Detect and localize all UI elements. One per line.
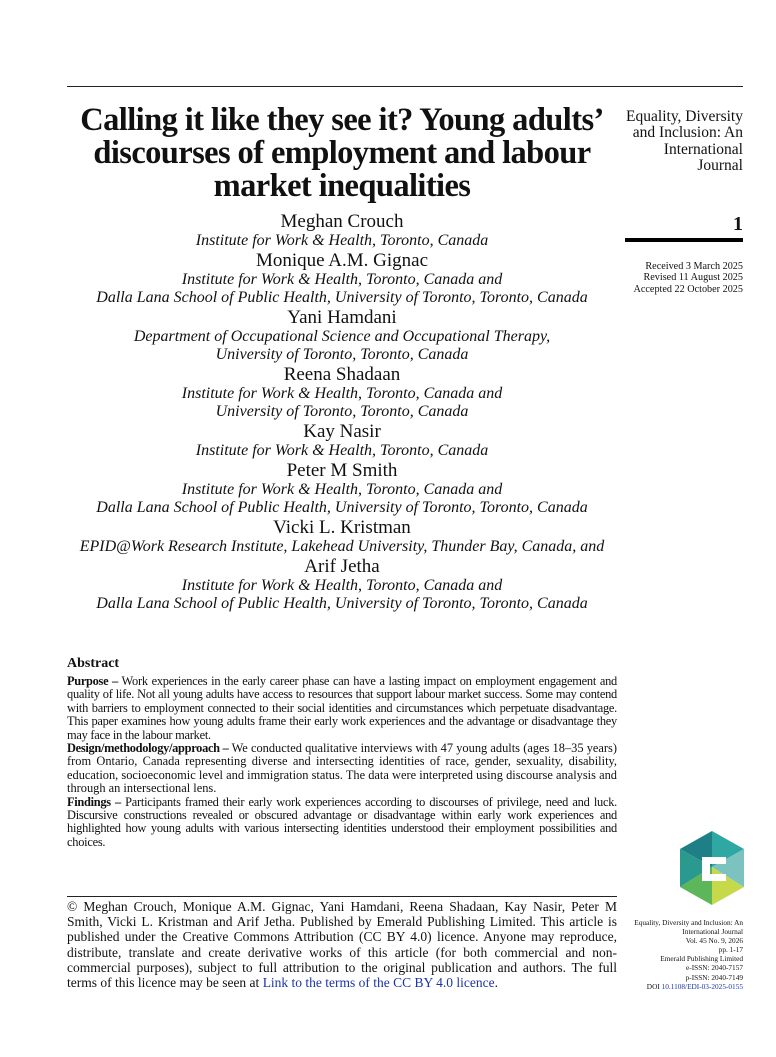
abstract-findings — [67, 796, 617, 850]
date-accepted: Accepted 22 October 2025 — [633, 283, 743, 295]
abstract-heading: Abstract — [67, 656, 120, 671]
author-affiliation: Institute for Work & Health, Toronto, Canada and — [181, 481, 503, 498]
pubinfo-line: International Journal — [682, 927, 743, 937]
doi-link[interactable]: 10.1108/EDI-03-2025-0155 — [661, 981, 743, 991]
doi-line — [600, 982, 743, 991]
author-affiliation: EPID@Work Research Institute, Lakehead University, Thunder Bay, Canada, and — [79, 538, 605, 555]
date-revised: Revised 11 August 2025 — [643, 272, 743, 284]
author-affiliation: Institute for Work & Health, Toronto, Canada and — [181, 577, 503, 594]
abstract-section-label: Purpose – — [67, 674, 118, 688]
emerald-logo-icon — [680, 831, 744, 905]
journal-sidebar — [623, 109, 743, 234]
pubinfo-line: pp. 1-17 — [718, 945, 743, 955]
author-affiliation: Institute for Work & Health, Toronto, Canada and — [181, 271, 503, 288]
author-list — [67, 211, 617, 613]
author-affiliation: Institute for Work & Health, Toronto, Canada — [195, 232, 489, 249]
author-block — [67, 556, 617, 613]
top-rule — [67, 86, 743, 87]
author-block — [67, 421, 617, 460]
abstract — [67, 656, 617, 849]
author-block — [67, 307, 617, 364]
date-received: Received 3 March 2025 — [645, 261, 743, 272]
pubinfo-line: p-ISSN: 2040-7149 — [685, 972, 743, 982]
author-block — [67, 364, 617, 421]
journal-name-line: International — [663, 140, 743, 158]
author-affiliation: Department of Occupational Science and Occupational Therapy, — [133, 328, 551, 345]
author-name: Meghan Crouch — [280, 211, 404, 232]
author-block — [67, 460, 617, 517]
abstract-section-label: Findings – — [67, 794, 121, 809]
license-notice — [67, 899, 617, 990]
author-affiliation: Dalla Lana School of Public Health, University of Toronto, Toronto, Canada — [96, 499, 588, 516]
abstract-section-text: Work experiences in the early career phase can have a lasting impact on employment engagement and quality of life. Not all young adults have access to resources that support labour market success. Some may contend with barriers to employment connected to their social identities and circumstances which perpetuate disadvantage. This paper examines how young adults frame their early work experiences and the advantage or disadvantage they may face in the labour market. — [67, 674, 617, 742]
footer-rule — [67, 896, 617, 897]
author-block — [67, 517, 617, 556]
journal-name-line: Journal — [697, 156, 743, 174]
abstract-purpose — [67, 675, 617, 742]
author-affiliation: University of Toronto, Toronto, Canada — [215, 346, 469, 363]
article-header — [67, 104, 617, 613]
sidebar-rule — [625, 238, 743, 242]
pubinfo-line: Equality, Diversity and Inclusion: An — [634, 918, 743, 927]
pubinfo-line: Vol. 45 No. 9, 2026 — [685, 936, 743, 946]
page-number: 1 — [733, 213, 743, 236]
license-link[interactable]: Link to the terms of the CC BY 4.0 licence — [262, 975, 495, 991]
journal-name-line: Equality, Diversity — [626, 108, 743, 125]
abstract-design — [67, 742, 617, 796]
abstract-section-label: Design/methodology/approach – — [67, 741, 229, 756]
article-dates — [600, 261, 743, 295]
pubinfo-line: e-ISSN: 2040-7157 — [686, 963, 743, 973]
abstract-section-text: We conducted qualitative interviews with 47 young adults (ages 18–35 years) from Ontario, Canada representing diverse and intersecting identities of race, gender, sexuality, disability, education, socioeconomic level and immigration status. The data were interpreted using discourse analysis and through an intersectional lens. — [67, 741, 618, 796]
author-affiliation: Dalla Lana School of Public Health, University of Toronto, Toronto, Canada — [96, 289, 588, 306]
author-name: Arif Jetha — [304, 556, 380, 577]
license-end: . — [494, 975, 499, 991]
author-name: Monique A.M. Gignac — [255, 250, 429, 271]
author-name: Kay Nasir — [303, 421, 381, 442]
author-affiliation: Institute for Work & Health, Toronto, Canada — [195, 442, 489, 459]
author-affiliation: University of Toronto, Toronto, Canada — [215, 403, 469, 420]
abstract-section-text: Participants framed their early work experiences according to discourses of privilege, need and luck. Discursive constructions revealed or obscured advantage or disadvantage within early work experiences and highlighted how young adults with various intersecting identities understood their employment possibilities and choices. — [67, 794, 617, 849]
article-title: Calling it like they see it? Young adults’ discourses of employment and labour market inequalities — [80, 102, 604, 204]
pubinfo-line: Emerald Publishing Limited — [660, 954, 743, 964]
license-text: © Meghan Crouch, Monique A.M. Gignac, Yani Hamdani, Reena Shadaan, Kay Nasir, Peter M Smith, Vicki L. Kristman and Arif Jetha. Published by Emerald Publishing Limited. This article is published under the Creative Commons Attribution (CC BY 4.0) licence. Anyone may reproduce, distribute, translate and create derivative works of this article (for both commercial and non-commercial purposes), subject to full attribution to the original publication and authors. The full terms of this licence may be seen at — [67, 899, 617, 991]
author-name: Peter M Smith — [286, 460, 398, 481]
author-block — [67, 211, 617, 250]
doi-label: DOI — [646, 981, 662, 991]
publication-info — [600, 918, 743, 991]
author-affiliation: Institute for Work & Health, Toronto, Canada and — [181, 385, 503, 402]
author-name: Reena Shadaan — [283, 364, 401, 385]
journal-name-line: and Inclusion: An — [632, 124, 743, 142]
author-name: Vicki L. Kristman — [273, 517, 411, 538]
author-block — [67, 250, 617, 307]
author-name: Yani Hamdani — [287, 307, 397, 328]
author-affiliation: Dalla Lana School of Public Health, University of Toronto, Toronto, Canada — [96, 595, 588, 612]
journal-name — [623, 109, 743, 174]
